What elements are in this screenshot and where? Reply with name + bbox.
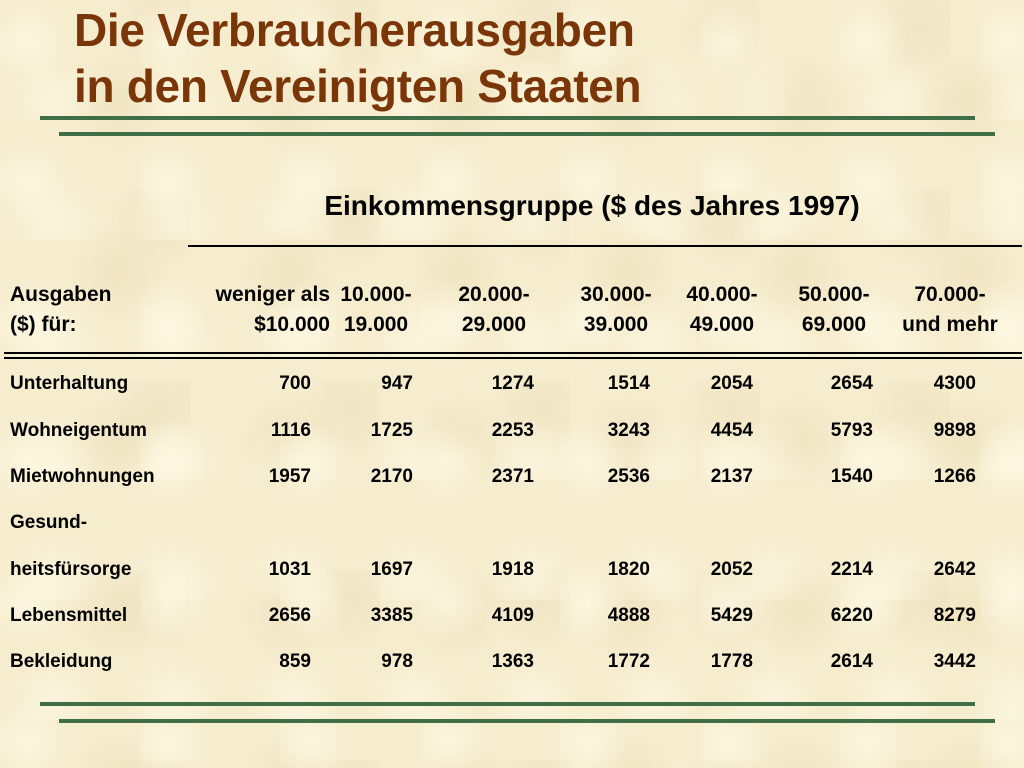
table-cell: 1363 — [491, 651, 534, 672]
slide-title-line-2: in den Vereinigten Staaten — [74, 60, 642, 112]
row-label: Mietwohnungen — [10, 466, 155, 487]
table-cell: 1725 — [370, 420, 413, 441]
table-cell: 2536 — [607, 466, 650, 487]
column-header — [782, 280, 886, 340]
table-cell: 1820 — [607, 559, 650, 580]
income-group-heading: Einkommensgruppe ($ des Jahres 1997) — [324, 190, 860, 221]
column-header-line-2: $10.000 — [254, 313, 330, 336]
table-cell: 3243 — [607, 420, 650, 441]
table-cell: 2253 — [491, 420, 534, 441]
table-cell: 1266 — [933, 466, 976, 487]
top-rule-lower — [59, 132, 995, 136]
column-header-line-1: 70.000- — [914, 283, 986, 306]
table-cell: 1514 — [607, 373, 650, 394]
table-cell: 2654 — [830, 373, 873, 394]
column-header — [670, 280, 774, 340]
column-header-line-1: 40.000- — [686, 283, 758, 306]
top-rule-upper — [40, 116, 975, 120]
table-cell: 4888 — [607, 605, 650, 626]
table-cell: 978 — [381, 651, 413, 672]
column-header-line-2: 29.000 — [461, 313, 527, 336]
table-cell: 4109 — [491, 605, 534, 626]
row-header-line-2: ($) für: — [10, 313, 77, 336]
table-cell: 3442 — [933, 651, 976, 672]
table-cell: 3385 — [370, 605, 413, 626]
column-header — [888, 280, 1012, 340]
table-cell: 1116 — [270, 420, 311, 441]
table-cell: 2052 — [710, 559, 753, 580]
table-cell: 859 — [279, 651, 311, 672]
table-cell: 1274 — [491, 373, 534, 394]
row-label: Wohneigentum — [10, 420, 147, 441]
table-cell: 2656 — [268, 605, 311, 626]
table-cell: 1697 — [370, 559, 413, 580]
table-cell: 2371 — [491, 466, 534, 487]
table-cell: 9898 — [933, 420, 976, 441]
column-header-line-1: weniger als — [215, 283, 330, 306]
column-header-line-2: 69.000 — [801, 313, 867, 336]
table-cell: 8279 — [933, 605, 976, 626]
table-cell: 1918 — [491, 559, 534, 580]
row-header-line-1: Ausgaben — [10, 283, 112, 306]
table-cell: 2642 — [933, 559, 976, 580]
row-label: Bekleidung — [10, 651, 113, 672]
bottom-rule-upper — [40, 702, 975, 706]
table-cell: 1957 — [268, 466, 311, 487]
table-cell: 4300 — [933, 373, 976, 394]
column-header-line-2: und mehr — [902, 313, 998, 336]
column-header-line-2: 49.000 — [689, 313, 755, 336]
bottom-rule-lower — [59, 719, 995, 723]
column-header — [440, 280, 548, 340]
table-cell: 1031 — [268, 559, 311, 580]
row-label: Lebensmittel — [10, 605, 128, 626]
table-cell: 5429 — [710, 605, 753, 626]
table-cell: 700 — [279, 373, 311, 394]
income-group-underline — [188, 245, 1022, 247]
row-header-label — [10, 280, 112, 340]
table-cell: 2614 — [830, 651, 873, 672]
table-cell: 4454 — [710, 420, 753, 441]
table-cell: 6220 — [830, 605, 873, 626]
table-cell: 1772 — [607, 651, 650, 672]
header-double-rule — [4, 352, 1022, 359]
column-header — [188, 280, 330, 340]
table-cell: 1778 — [710, 651, 753, 672]
column-header-line-2: 39.000 — [583, 313, 649, 336]
row-label: heitsfürsorge — [10, 559, 132, 580]
table-cell: 2170 — [370, 466, 413, 487]
table-cell: 5793 — [830, 420, 873, 441]
column-header-line-2: 19.000 — [343, 313, 409, 336]
table-cell: 2137 — [710, 466, 753, 487]
table-cell: 2054 — [710, 373, 753, 394]
column-header-line-1: 20.000- — [458, 283, 530, 306]
column-header-line-1: 30.000- — [580, 283, 652, 306]
table-cell: 947 — [381, 373, 413, 394]
table-cell: 1540 — [830, 466, 873, 487]
slide-title-line-1: Die Verbraucherausgaben — [74, 4, 635, 56]
row-label: Gesund- — [10, 512, 88, 533]
column-header — [562, 280, 670, 340]
column-header-line-1: 50.000- — [798, 283, 870, 306]
slide-title — [74, 2, 641, 114]
table-cell: 2214 — [830, 559, 873, 580]
row-label: Unterhaltung — [10, 373, 129, 394]
column-header — [328, 280, 424, 340]
column-header-line-1: 10.000- — [340, 283, 412, 306]
